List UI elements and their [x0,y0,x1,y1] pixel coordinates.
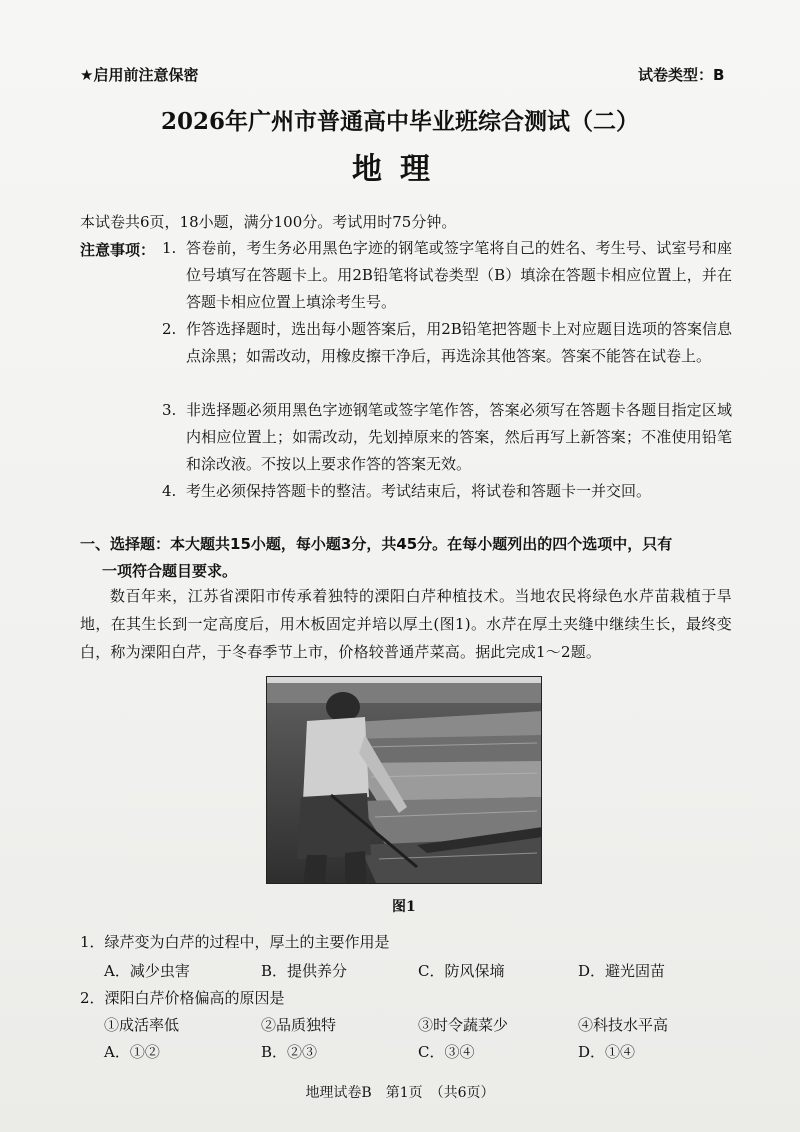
statement-3: ③时令蔬菜少 [418,1016,509,1034]
option-b: B．提供养分 [261,962,348,980]
statement-4: ④科技水平高 [578,1016,669,1034]
statement-1: ①成活率低 [104,1016,180,1034]
option-d: D．①④ [578,1043,636,1061]
paper-type: 试卷类型：B [638,66,725,84]
notice-item-number: 3. [162,401,177,419]
option-a: A．①② [104,1043,160,1061]
notice-item-number: 1. [162,239,177,257]
notice-label: 注意事项： [80,241,156,259]
question-stem: 2．溧阳白芹价格偏高的原因是 [80,989,285,1007]
option-a: A．减少虫害 [104,962,190,980]
exam-intro: 本试卷共6页，18小题，满分100分。考试用时75分钟。 [80,213,457,231]
celery-field-photo [266,676,542,884]
subject-title: 地理 [352,152,448,187]
question-stem: 1．绿芹变为白芹的过程中，厚土的主要作用是 [80,933,390,951]
notice-item-number: 4. [162,482,177,500]
notice-item-text: 作答选择题时，选出每小题答案后，用2B铅笔把答题卡上对应题目选项的答案信息点涂黑；如需改动，用橡皮擦干净后，再选涂其他答案。答案不能答在试卷上。 [186,320,732,365]
notice-item-number: 2. [162,320,177,338]
option-c: C．③④ [418,1043,475,1061]
statement-2: ②品质独特 [261,1016,337,1034]
option-b: B．②③ [261,1043,318,1061]
page-footer: 地理试卷B 第1页 （共6页） [305,1085,495,1101]
exam-title: 2026年广州市普通高中毕业班综合测试（二） [160,108,639,135]
section-heading: 一、选择题：本大题共15小题，每小题3分，共45分。在每小题列出的四个选项中，只有 [80,535,673,553]
confidential-notice: ★启用前注意保密 [80,66,199,84]
reading-passage [80,582,732,666]
notice-item-text: 答卷前，考生务必用黑色字迹的钢笔或签字笔将自己的姓名、考生号、试室号和座位号填写在答题卡上。用2B铅笔将试卷类型（B）填涂在答题卡相应位置上，并在答题卡相应位置上填涂考生号。 [186,239,732,311]
option-d: D．避光固苗 [578,962,666,980]
notice-item [162,316,732,370]
figure-caption: 图1 [392,899,416,915]
notice-item [162,397,732,478]
notice-item-text: 非选择题必须用黑色字迹钢笔或签字笔作答，答案必须写在答题卡各题目指定区域内相应位置上；如需改动，先划掉原来的答案，然后再写上新答案；不准使用铅笔和涂改液。不按以上要求作答的答案无效。 [186,401,732,473]
notice-item-text: 考生必须保持答题卡的整洁。考试结束后，将试卷和答题卡一并交回。 [186,482,652,500]
option-c: C．防风保墒 [418,962,505,980]
section-heading-cont: 一项符合题目要求。 [102,562,238,580]
notice-item [162,235,732,316]
passage-text: 数百年来，江苏省溧阳市传承着独特的溧阳白芹种植技术。当地农民将绿色水芹苗栽植于旱地，在其生长到一定高度后，用木板固定并培以厚土(图1)。水芹在厚土夹缝中继续生长，最终变白，称为溧阳白芹，于冬春季节上市，价格较普通芹菜高。据此完成1～2题。 [80,587,732,661]
notice-item [162,478,732,505]
